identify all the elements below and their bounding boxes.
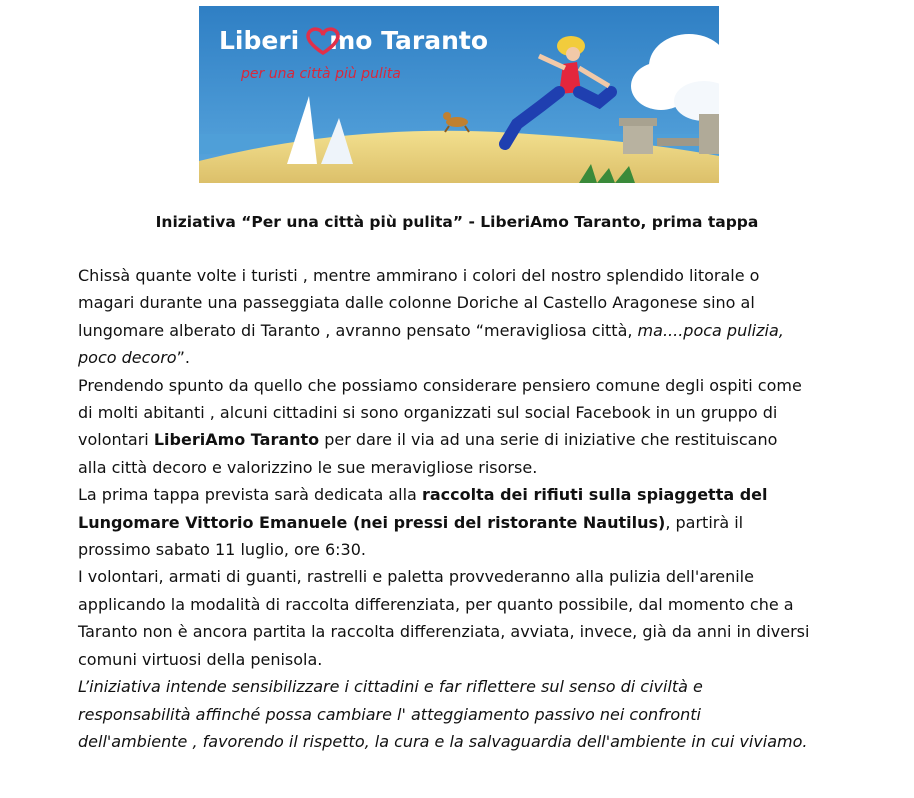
article-line: comuni virtuosi della penisola. [78,649,323,669]
article-line: dell'ambiente , favorendo il rispetto, la cura e la salvaguardia dell'ambiente in cui viviamo. [78,731,808,751]
article-line: Prendendo spunto da quello che possiamo considerare pensiero comune degli ospiti come [78,375,802,395]
article-line: Lungomare Vittorio Emanuele (nei pressi del ristorante Nautilus), partirà il [78,512,744,532]
article-line: volontari LiberiAmo Taranto per dare il via ad una serie di iniziative che restituiscano [78,430,778,450]
article-line: prossimo sabato 11 luglio, ore 6:30. [78,540,366,560]
article-line: magari durante una passeggiata dalle colonne Doriche al Castello Aragonese sino al [78,293,755,313]
article-body [78,262,853,755]
article-line: Chissà quante volte i turisti , mentre ammirano i colori del nostro splendido litorale o [78,266,760,285]
article-title: Iniziativa “Per una città più pulita” - LiberiAmo Taranto, prima tappa [155,213,759,231]
banner-illustration [199,6,719,183]
article-line: La prima tappa prevista sarà dedicata alla raccolta dei rifiuti sulla spiaggetta del [78,485,768,505]
article-line: lungomare alberato di Taranto , avranno pensato “meravigliosa città, ma....poca pulizia, [78,320,784,340]
article-line: applicando la modalità di raccolta differenziata, per quanto possibile, dal momento che a [78,594,794,614]
logo-tagline: per una città più pulita [241,66,401,82]
logo: Liberi mo Taranto [219,26,489,55]
article-line: responsabilità affinché possa cambiare l' atteggiamento passivo nei confronti [78,704,701,724]
article-line: L’iniziativa intende sensibilizzare i cittadini e far riflettere sul senso di civiltà e [78,677,703,697]
article-line: Taranto non è ancora partita la raccolta differenziata, avviata, invece, già da anni in diversi [78,622,810,642]
header-banner [199,6,719,183]
article-line: alla città decoro e valorizzino le sue meravigliose risorse. [78,457,538,477]
article-line: poco decoro”. [78,348,190,368]
article-line: di molti abitanti , alcuni cittadini si sono organizzati sul social Facebook in un gruppo di [78,403,778,423]
article-line: I volontari, armati di guanti, rastrelli e paletta provvederanno alla pulizia dell'arenile [78,567,754,587]
